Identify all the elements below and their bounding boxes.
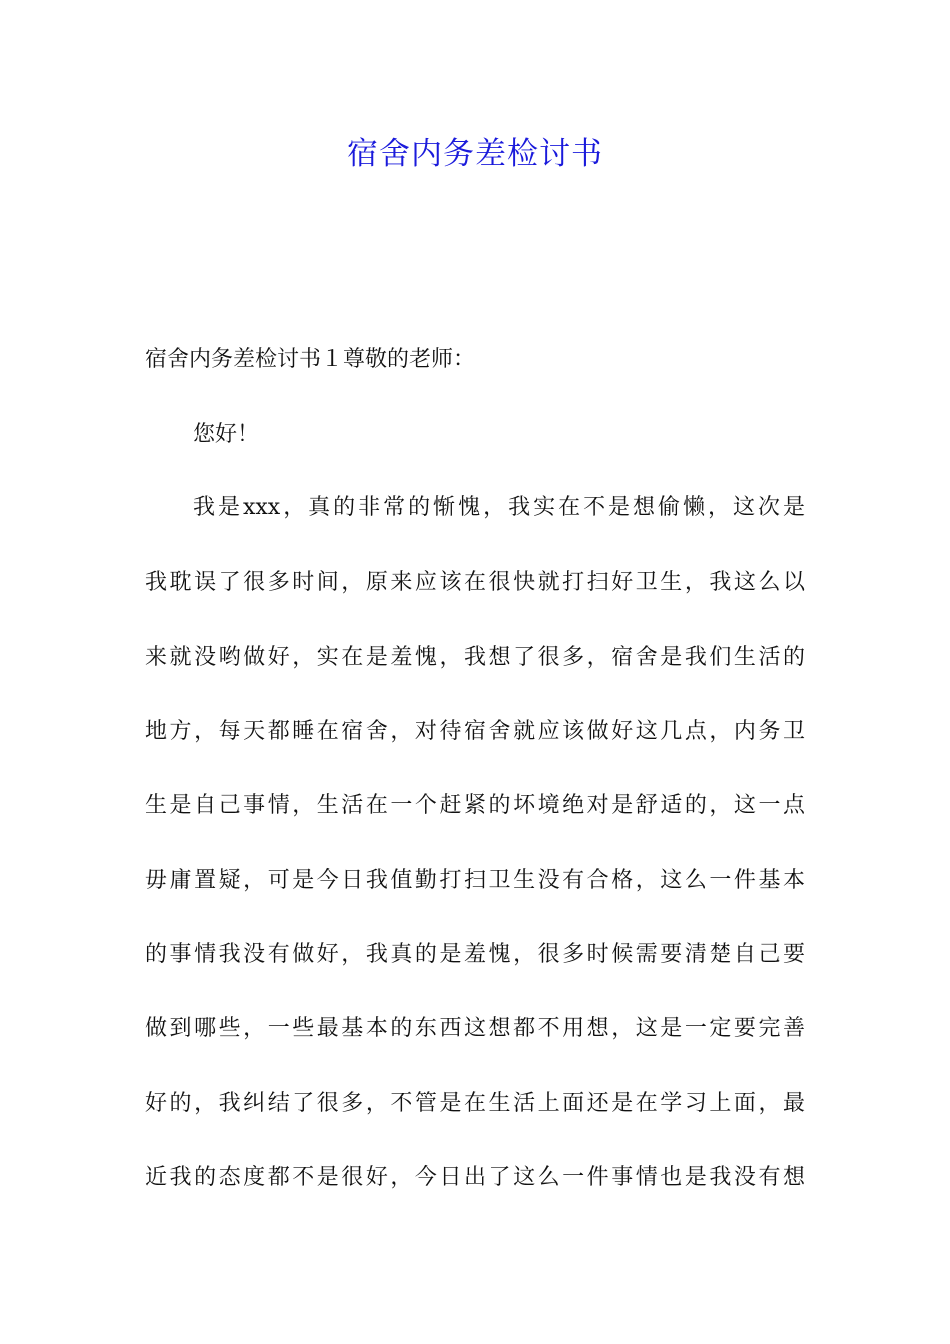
body-line-2: 我耽误了很多时间，原来应该在很快就打扫好卫生，我这么以: [145, 570, 805, 595]
body-line-9: 好的，我纠结了很多，不管是在生活上面还是在学习上面，最: [145, 1091, 805, 1116]
body-line-1: 我是xxx，真的非常的惭愧，我实在不是想偷懒，这次是: [193, 495, 805, 520]
body-line-6: 毋庸置疑，可是今日我值勤打扫卫生没有合格，这么一件基本: [145, 868, 805, 893]
document-title: 宿舍内务差检讨书: [347, 136, 603, 172]
body-line-7: 的事情我没有做好，我真的是羞愧，很多时候需要清楚自己要: [145, 942, 805, 967]
body-line-8: 做到哪些，一些最基本的东西这想都不用想，这是一定要完善: [145, 1016, 805, 1041]
body-line-4: 地方，每天都睡在宿舍，对待宿舍就应该做好这几点，内务卫: [145, 719, 805, 744]
body-line-5: 生是自己事情，生活在一个赶紧的坏境绝对是舒适的，这一点: [145, 793, 805, 818]
greeting-line: 您好！: [193, 422, 260, 447]
body-line-3: 来就没哟做好，实在是羞愧，我想了很多，宿舍是我们生活的: [145, 645, 805, 670]
heading-line: 宿舍内务差检讨书１尊敬的老师：: [145, 347, 476, 372]
body-line-10: 近我的态度都不是很好，今日出了这么一件事情也是我没有想: [145, 1165, 805, 1190]
